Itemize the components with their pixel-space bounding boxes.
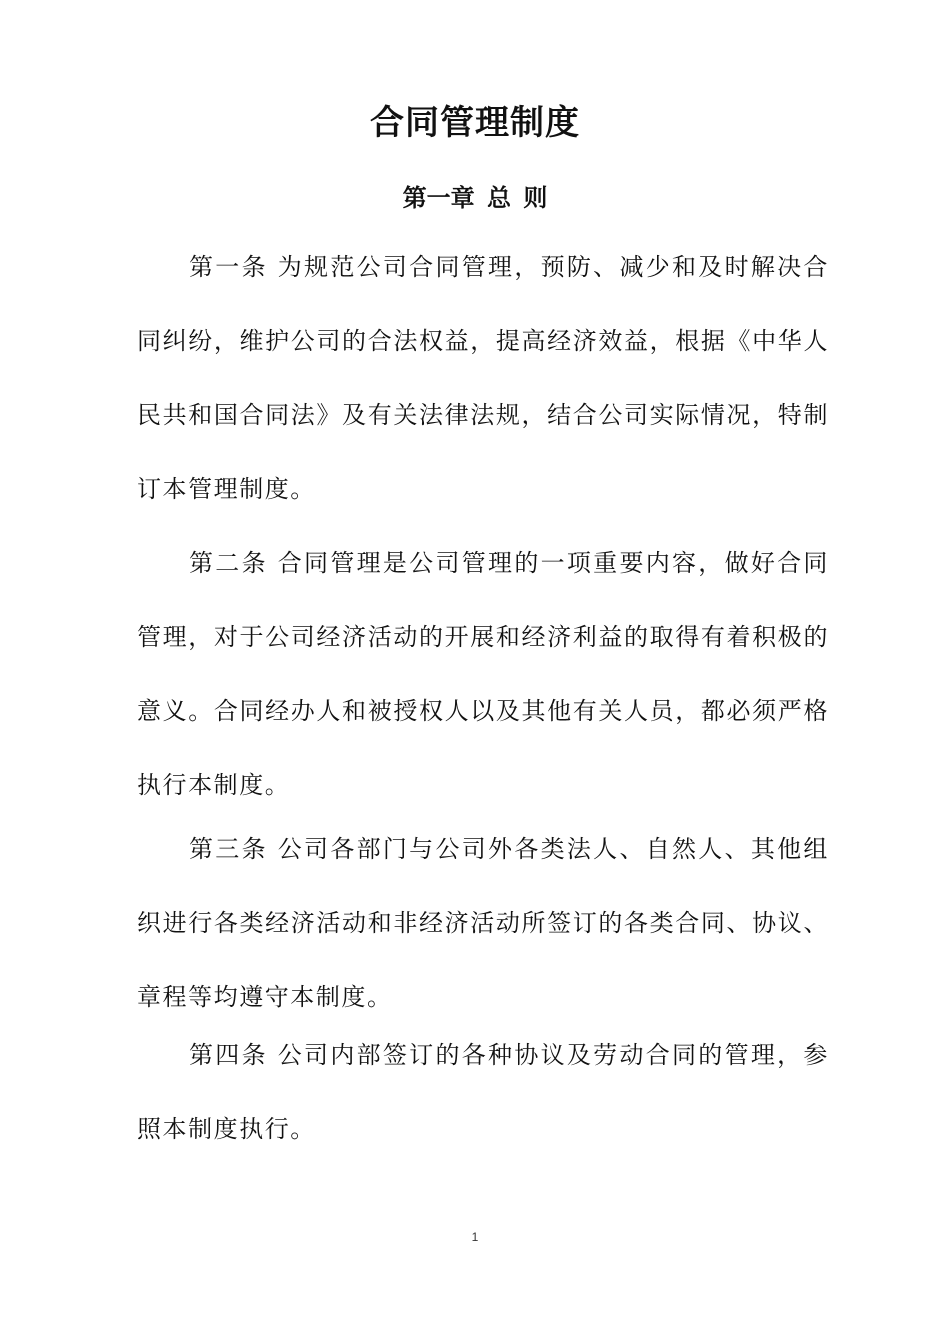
- article-4: [137, 1018, 829, 1166]
- article-2: [137, 526, 829, 822]
- chapter-heading: 第一章 总 则: [402, 183, 548, 212]
- article-text: 第四条 公司内部签订的各种协议及劳动合同的管理，参照本制度执行。: [137, 1041, 829, 1143]
- article-text: 第二条 合同管理是公司管理的一项重要内容，做好合同管理，对于公司经济活动的开展和经济利益的取得有着积极的意义。合同经办人和被授权人以及其他有关人员，都必须严格执行本制度。: [137, 549, 829, 799]
- article-text: 第一条 为规范公司合同管理，预防、减少和及时解决合同纠纷，维护公司的合法权益，提高经济效益，根据《中华人民共和国合同法》及有关法律法规，结合公司实际情况，特制订本管理制度。: [137, 253, 829, 503]
- article-text: 第三条 公司各部门与公司外各类法人、自然人、其他组织进行各类经济活动和非经济活动所签订的各类合同、协议、章程等均遵守本制度。: [137, 835, 829, 1011]
- article-3: [137, 812, 829, 1034]
- article-1: [137, 230, 829, 526]
- document-title: 合同管理制度: [370, 103, 580, 143]
- page-number: 1: [471, 1230, 479, 1244]
